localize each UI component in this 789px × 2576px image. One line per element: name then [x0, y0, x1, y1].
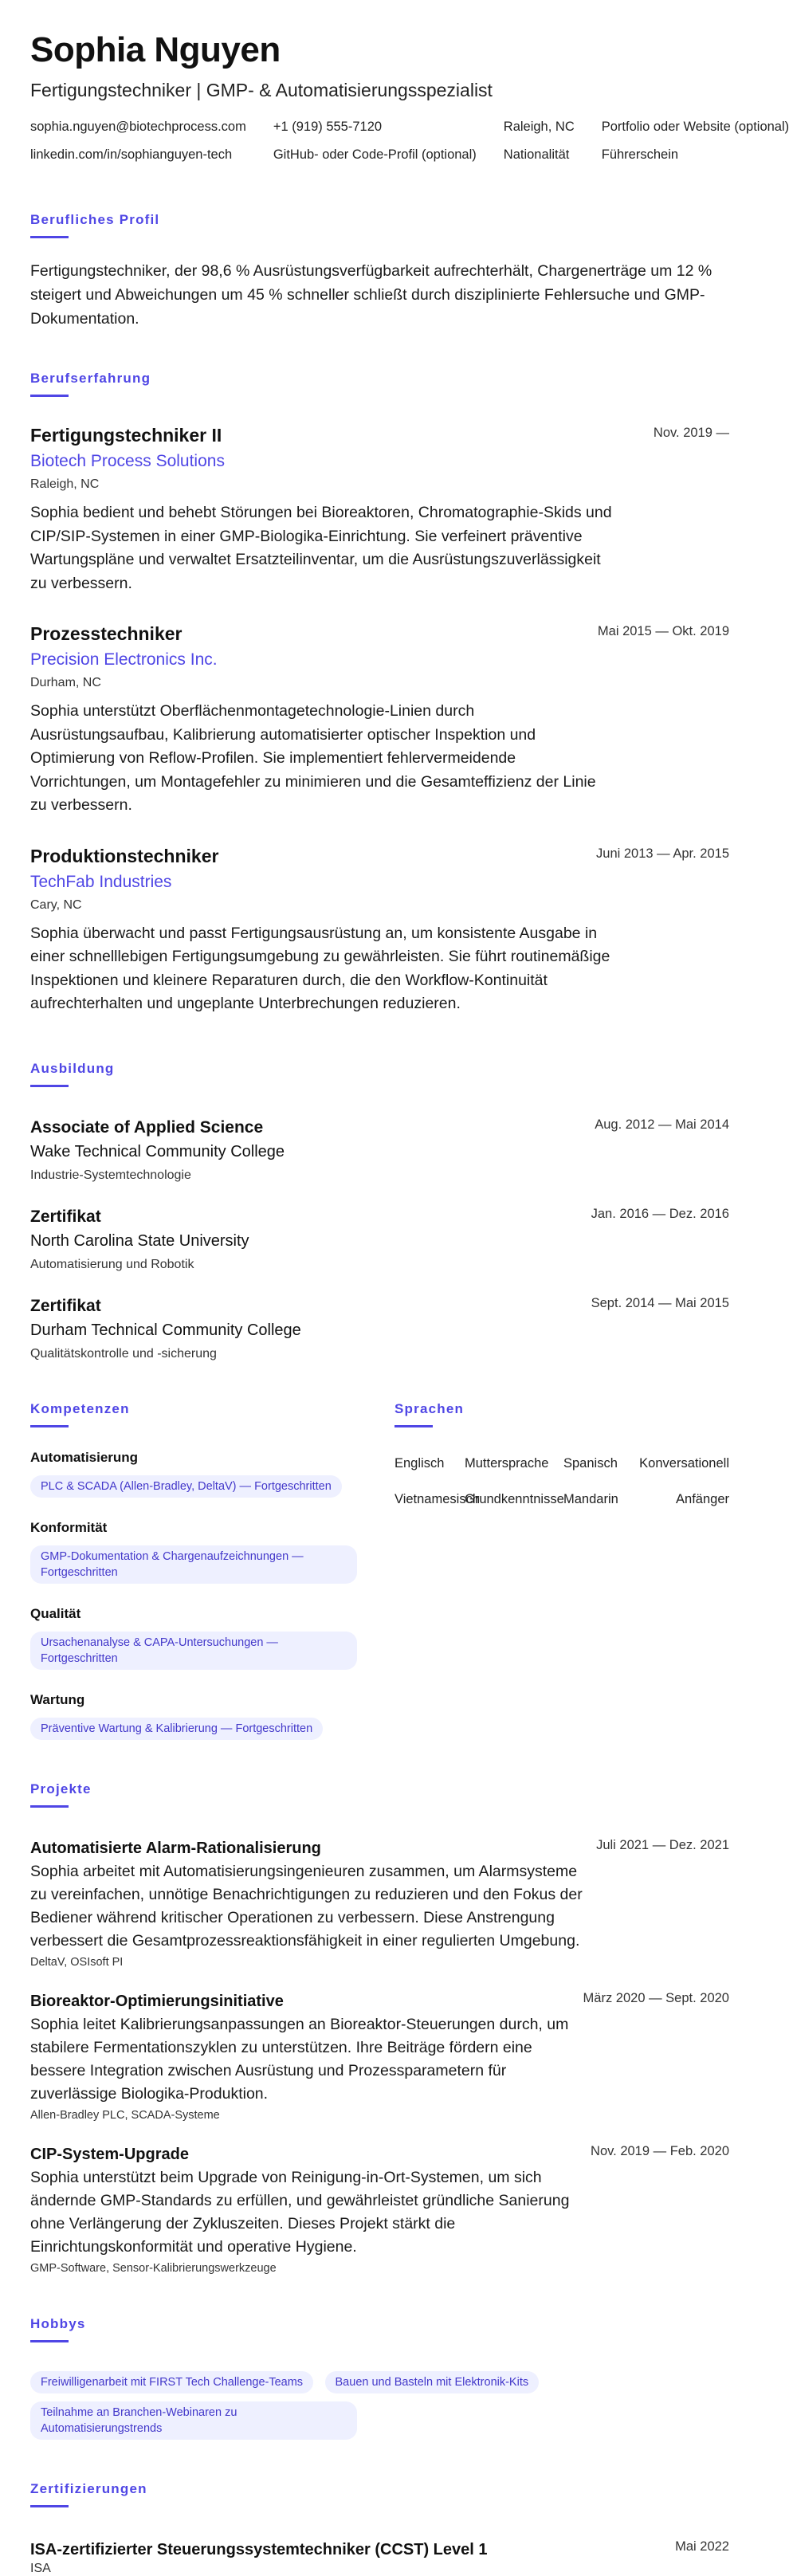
job-location: Raleigh, NC: [30, 477, 100, 491]
education-field: Industrie-Systemtechnologie: [30, 1168, 191, 1182]
language-name: Englisch: [394, 1455, 445, 1471]
project-tools: DeltaV, OSIsoft PI: [30, 1955, 124, 1969]
certification-date: Mai 2022: [675, 2539, 729, 2554]
project-entry: [30, 2144, 729, 2275]
profile-summary: Fertigungstechniker, der 98,6 % Ausrüstungsverfügbarkeit aufrechterhält, Chargenerträge um 12 % steigert und Abweichungen um 45 % schneller schließt durch disziplinierte Fehlersuche und GMP-Dokumentation.: [30, 262, 712, 328]
skill-group: [30, 1450, 365, 1498]
project-title: CIP-System-Upgrade: [30, 2145, 189, 2163]
job-company: TechFab Industries: [30, 872, 172, 891]
experience-section: [30, 371, 729, 1016]
job-company: Biotech Process Solutions: [30, 452, 225, 470]
candidate-name: Sophia Nguyen: [30, 30, 281, 69]
section-title: Berufserfahrung: [30, 371, 151, 386]
skill-chip: GMP-Dokumentation & Chargenaufzeichnungen — Fortgeschritten: [30, 1545, 357, 1584]
section-divider: [30, 2340, 69, 2342]
job-date: Nov. 2019 —: [653, 426, 729, 440]
skills-languages-row: [30, 1401, 729, 1740]
contact-github[interactable]: GitHub- oder Code-Profil (optional): [273, 147, 477, 162]
job-description: Sophia überwacht und passt Fertigungsausrüstung an, um konsistente Ausgabe in einer schnelllebigen Fertigungsumgebung zu gewährleisten. Sie führt routinemäßige Inspektionen und kleinere Reparaturen durch, die den Workflow-Kontinuität aufrechterhalten und ungeplante Unterbrechungen reduzieren.: [30, 924, 610, 1012]
project-date: März 2020 — Sept. 2020: [583, 1990, 729, 2005]
section-title: Ausbildung: [30, 1060, 115, 1076]
job-entry: [30, 622, 729, 818]
education-school: North Carolina State University: [30, 1231, 249, 1250]
language-name: Spanisch: [563, 1455, 618, 1471]
project-title: Bioreaktor-Optimierungsinitiative: [30, 1992, 284, 2010]
contact-portfolio[interactable]: Portfolio oder Website (optional): [601, 120, 789, 134]
skill-chip: Präventive Wartung & Kalibrierung — Fortgeschritten: [30, 1718, 323, 1740]
skill-category: Automatisierung: [30, 1449, 139, 1465]
project-date: Juli 2021 — Dez. 2021: [596, 1837, 729, 1852]
education-date: Jan. 2016 — Dez. 2016: [591, 1206, 729, 1221]
certification-entry: [30, 2539, 729, 2576]
resume-header: [30, 30, 789, 163]
hobby-chip: Freiwilligenarbeit mit FIRST Tech Challenge-Teams: [30, 2371, 313, 2393]
contact-nationality: Nationalität: [503, 147, 570, 162]
projects-section: [30, 1781, 729, 2275]
education-section: [30, 1061, 729, 1361]
project-description: Sophia arbeitet mit Automatisierungsingenieuren zusammen, um Alarmsysteme zu vereinfachen, unnötige Benachrichtigungen zu reduzieren und den Fokus der Bediener während kritischer Operationen zu verbessern. Diese Anstrengung verbessert die Gesamtprozessreaktionsfähigkeit in einer regulierten Umgebung.: [30, 1862, 583, 1950]
section-title: Berufliches Profil: [30, 212, 160, 227]
section-title: Sprachen: [394, 1400, 465, 1416]
skill-group: [30, 1520, 365, 1584]
education-field: Qualitätskontrolle und -sicherung: [30, 1346, 217, 1361]
hobby-chip: Bauen und Basteln mit Elektronik-Kits: [325, 2371, 540, 2393]
certifications-section: [30, 2481, 729, 2576]
project-date: Nov. 2019 — Feb. 2020: [591, 2143, 729, 2158]
section-divider: [394, 1425, 433, 1427]
project-tools: GMP-Software, Sensor-Kalibrierungswerkzeuge: [30, 2261, 277, 2275]
job-description: Sophia unterstützt Oberflächenmontagetechnologie-Linien durch Ausrüstungsaufbau, Kalibrierung automatisierter optischer Inspektion und Optimierung von Reflow-Profilen. Sie implementiert fehlervermeidende Vorrichtungen, um Montagefehler zu minimieren und die Gesamteffizienz der Linie zu verbessern.: [30, 702, 596, 814]
language-level: Muttersprache: [465, 1455, 549, 1471]
job-date: Mai 2015 — Okt. 2019: [597, 624, 729, 638]
section-title: Zertifizierungen: [30, 2480, 147, 2496]
project-entry: [30, 1991, 729, 2122]
section-title: Projekte: [30, 1781, 92, 1797]
skill-category: Qualität: [30, 1605, 81, 1621]
education-school: Wake Technical Community College: [30, 1142, 285, 1160]
section-divider: [30, 236, 69, 238]
job-title: Fertigungstechniker II: [30, 425, 222, 446]
education-entry: [30, 1117, 729, 1183]
education-degree: Associate of Applied Science: [30, 1117, 264, 1137]
job-title: Produktionstechniker: [30, 845, 219, 866]
contact-list: [30, 120, 789, 163]
job-title: Prozesstechniker: [30, 623, 183, 644]
education-entry: [30, 1207, 729, 1272]
skill-chip: PLC & SCADA (Allen-Bradley, DeltaV) — Fortgeschritten: [30, 1475, 342, 1498]
job-date: Juni 2013 — Apr. 2015: [596, 846, 729, 861]
job-entry: [30, 424, 729, 595]
section-divider: [30, 2505, 69, 2507]
skill-chip: Ursachenanalyse & CAPA-Untersuchungen — Fortgeschritten: [30, 1632, 357, 1670]
education-school: Durham Technical Community College: [30, 1321, 301, 1339]
education-field: Automatisierung und Robotik: [30, 1257, 194, 1271]
contact-linkedin[interactable]: linkedin.com/in/sophianguyen-tech: [30, 147, 233, 162]
contact-location: Raleigh, NC: [503, 120, 575, 134]
profile-section: [30, 212, 729, 331]
skill-category: Konformität: [30, 1519, 108, 1535]
project-tools: Allen-Bradley PLC, SCADA-Systeme: [30, 2108, 220, 2122]
education-date: Aug. 2012 — Mai 2014: [595, 1117, 729, 1132]
language-name: Mandarin: [563, 1491, 618, 1506]
candidate-headline: Fertigungstechniker | GMP- & Automatisierungsspezialist: [30, 80, 493, 100]
section-title: Kompetenzen: [30, 1400, 130, 1416]
job-description: Sophia bedient und behebt Störungen bei Bioreaktoren, Chromatographie-Skids und CIP/SIP-Systemen in einer GMP-Biologika-Einrichtung. Sie verfeinert präventive Wartungspläne und verwaltet Ersatzteilinventar, um die Ausrüstungszuverlässigkeit zu verbessern.: [30, 504, 612, 592]
language-level: Anfänger: [676, 1491, 729, 1506]
education-degree: Zertifikat: [30, 1207, 101, 1226]
education-entry: [30, 1296, 729, 1361]
skill-category: Wartung: [30, 1691, 85, 1707]
job-entry: [30, 845, 729, 1016]
language-level: Konversationell: [639, 1455, 729, 1471]
hobby-chip: Teilnahme an Branchen-Webinaren zu Automatisierungstrends: [30, 2401, 357, 2440]
project-description: Sophia leitet Kalibrierungsanpassungen an Bioreaktor-Steuerungen durch, um stabilere Fermentationszyklen zu unterstützen. Ihre Beiträge fördern eine bessere Integration zwischen Ausrüstung und Prozessparametern für zuverlässige Biologika-Produktion.: [30, 2015, 569, 2103]
education-degree: Zertifikat: [30, 1296, 101, 1315]
language-name: Vietnamesisch: [394, 1491, 481, 1506]
contact-license: Führerschein: [601, 147, 679, 162]
education-date: Sept. 2014 — Mai 2015: [591, 1295, 729, 1310]
section-title: Hobbys: [30, 2315, 86, 2331]
certification-name: ISA-zertifizierter Steuerungssystemtechniker (CCST) Level 1: [30, 2540, 488, 2558]
contact-phone[interactable]: +1 (919) 555-7120: [273, 120, 383, 134]
job-location: Cary, NC: [30, 897, 82, 912]
job-company: Precision Electronics Inc.: [30, 650, 218, 669]
section-divider: [30, 1805, 69, 1808]
language-level: Grundkenntnisse: [465, 1491, 564, 1506]
contact-email[interactable]: sophia.nguyen@biotechprocess.com: [30, 120, 246, 134]
languages-section: [394, 1401, 729, 1740]
hobbies-section: [30, 2316, 729, 2440]
section-divider: [30, 395, 69, 397]
language-list: [394, 1456, 729, 1507]
certification-issuer: ISA: [30, 2561, 51, 2575]
project-title: Automatisierte Alarm-Rationalisierung: [30, 1839, 321, 1857]
job-location: Durham, NC: [30, 676, 101, 689]
section-divider: [30, 1425, 69, 1427]
skill-group: [30, 1692, 365, 1740]
project-entry: [30, 1838, 729, 1969]
project-description: Sophia unterstützt beim Upgrade von Reinigung-in-Ort-Systemen, um sich ändernde GMP-Standards zu erfüllen, und gewährleistet gründliche Sanierung ohne Verlängerung der Zykluszeiten. Dieses Projekt stärkt die Einrichtungskonformität und operative Hygiene.: [30, 2168, 570, 2256]
skills-section: [30, 1401, 365, 1740]
section-divider: [30, 1085, 69, 1087]
hobby-list: [30, 2363, 588, 2440]
skill-group: [30, 1606, 365, 1670]
